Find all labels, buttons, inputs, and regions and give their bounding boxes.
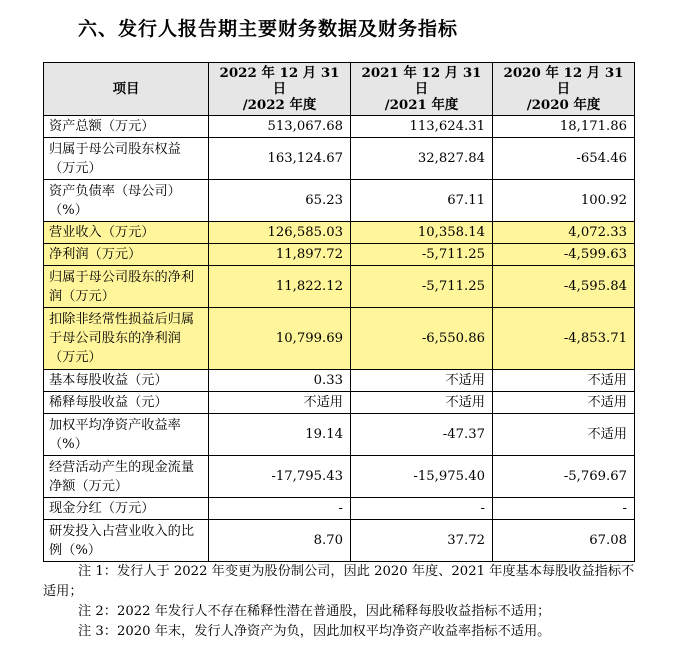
value-2021: 不适用 (351, 392, 493, 414)
value-2022: 0.33 (209, 370, 351, 392)
table-row-highlighted (44, 222, 635, 244)
value-2020: -4,599.63 (493, 244, 635, 266)
row-label: 归属于母公司股东的净利润（万元） (44, 266, 209, 308)
row-label: 归属于母公司股东权益（万元） (44, 138, 209, 180)
value-2022: 不适用 (209, 392, 351, 414)
row-label: 资产负债率（母公司）（%） (44, 180, 209, 222)
value-2020: -4,595.84 (493, 266, 635, 308)
value-2022: 8.70 (209, 520, 351, 562)
value-2022: 19.14 (209, 414, 351, 456)
financial-indicators-table (43, 62, 635, 562)
row-label: 资产总额（万元） (44, 116, 209, 138)
value-2022: 11,897.72 (209, 244, 351, 266)
value-2021: -5,711.25 (351, 244, 493, 266)
value-2020: - (493, 498, 635, 520)
value-2020: 67.08 (493, 520, 635, 562)
table-row (44, 116, 635, 138)
value-2020: -654.46 (493, 138, 635, 180)
value-2021: - (351, 498, 493, 520)
value-2021: 37.72 (351, 520, 493, 562)
row-label: 稀释每股收益（元） (44, 392, 209, 414)
value-2020: 不适用 (493, 392, 635, 414)
value-2021: 67.11 (351, 180, 493, 222)
value-2020: -4,853.71 (493, 308, 635, 370)
table-header-row (44, 63, 635, 116)
row-label: 经营活动产生的现金流量净额（万元） (44, 456, 209, 498)
value-2022: 513,067.68 (209, 116, 351, 138)
value-2022: 126,585.03 (209, 222, 351, 244)
note-1: 注 1：发行人于 2022 年变更为股份制公司，因此 2020 年度、2021 年度基本每股收益指标不适用； (43, 564, 635, 599)
note-2: 注 2：2022 年发行人不存在稀释性潜在普通股，因此稀释每股收益指标不适用； (78, 604, 551, 619)
table-row-highlighted (44, 244, 635, 266)
value-2022: 65.23 (209, 180, 351, 222)
row-label: 净利润（万元） (44, 244, 209, 266)
value-2020: 不适用 (493, 370, 635, 392)
row-label: 加权平均净资产收益率（%） (44, 414, 209, 456)
value-2021: -5,711.25 (351, 266, 493, 308)
table-row (44, 392, 635, 414)
table-row (44, 456, 635, 498)
value-2021: -6,550.86 (351, 308, 493, 370)
value-2020: 4,072.33 (493, 222, 635, 244)
value-2022: -17,795.43 (209, 456, 351, 498)
value-2021: 113,624.31 (351, 116, 493, 138)
row-label: 研发投入占营业收入的比例（%） (44, 520, 209, 562)
table-notes (43, 562, 643, 642)
value-2022: 163,124.67 (209, 138, 351, 180)
value-2021: -47.37 (351, 414, 493, 456)
header-2022: 2022 年 12 月 31 日 /2022 年度 (209, 63, 351, 116)
value-2021: 10,358.14 (351, 222, 493, 244)
table-row (44, 370, 635, 392)
table-row (44, 498, 635, 520)
table-row-highlighted (44, 266, 635, 308)
value-2020: 18,171.86 (493, 116, 635, 138)
section-title: 六、发行人报告期主要财务数据及财务指标 (78, 18, 459, 40)
table-row (44, 520, 635, 562)
value-2022: 10,799.69 (209, 308, 351, 370)
value-2022: 11,822.12 (209, 266, 351, 308)
value-2021: -15,975.40 (351, 456, 493, 498)
value-2020: -5,769.67 (493, 456, 635, 498)
value-2020: 不适用 (493, 414, 635, 456)
row-label: 现金分红（万元） (44, 498, 209, 520)
note-3: 注 3：2020 年末，发行人净资产为负，因此加权平均净资产收益率指标不适用。 (78, 624, 551, 639)
header-item: 项目 (44, 63, 209, 116)
table-row-highlighted (44, 308, 635, 370)
row-label: 营业收入（万元） (44, 222, 209, 244)
row-label: 扣除非经常性损益后归属于母公司股东的净利润（万元） (44, 308, 209, 370)
table-row (44, 138, 635, 180)
table-row (44, 180, 635, 222)
value-2021: 不适用 (351, 370, 493, 392)
value-2022: - (209, 498, 351, 520)
header-2021: 2021 年 12 月 31 日 /2021 年度 (351, 63, 493, 116)
table-row (44, 414, 635, 456)
row-label: 基本每股收益（元） (44, 370, 209, 392)
value-2020: 100.92 (493, 180, 635, 222)
value-2021: 32,827.84 (351, 138, 493, 180)
header-2020: 2020 年 12 月 31 日 /2020 年度 (493, 63, 635, 116)
